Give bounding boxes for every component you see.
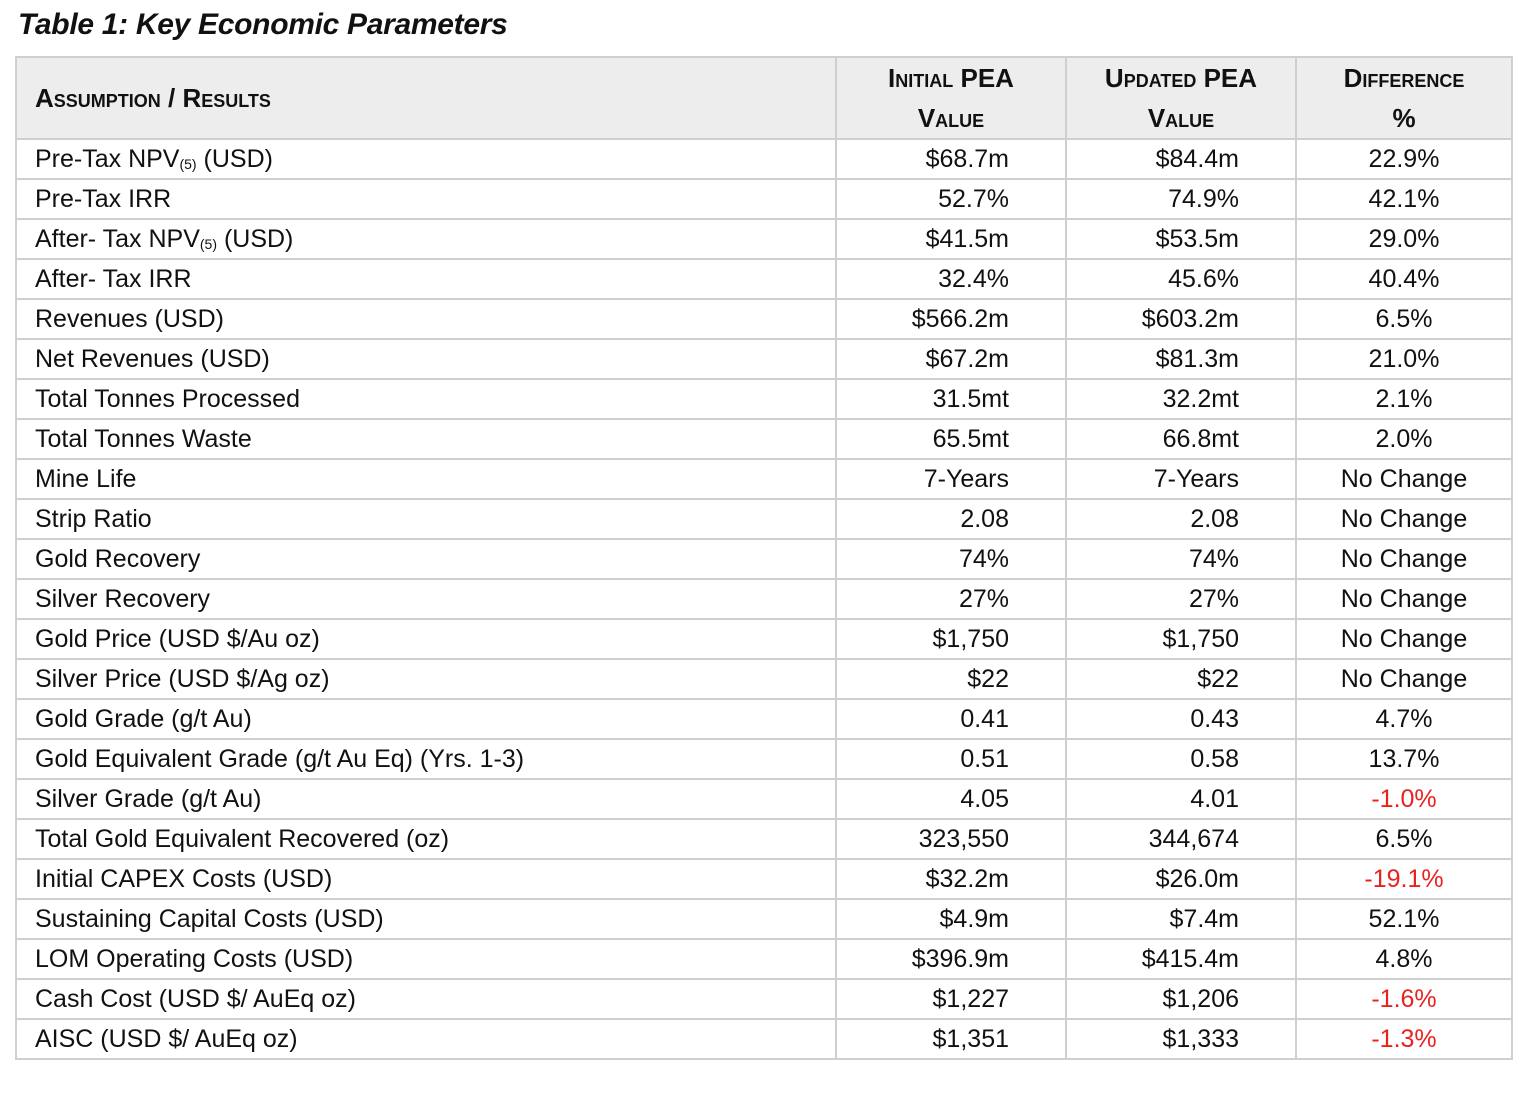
difference-value: 29.0% bbox=[1296, 219, 1512, 259]
updated-pea-value: $1,750 bbox=[1066, 619, 1296, 659]
difference-value: -19.1% bbox=[1296, 859, 1512, 899]
initial-pea-value: 4.05 bbox=[836, 779, 1066, 819]
updated-pea-value: 0.58 bbox=[1066, 739, 1296, 779]
difference-value: 42.1% bbox=[1296, 179, 1512, 219]
header-assumption-results: Assumption / Results bbox=[16, 57, 836, 139]
difference-value: 21.0% bbox=[1296, 339, 1512, 379]
updated-pea-value: 45.6% bbox=[1066, 259, 1296, 299]
row-label: Gold Equivalent Grade (g/t Au Eq) (Yrs. 1-3) bbox=[16, 739, 836, 779]
table-row bbox=[16, 899, 1512, 939]
difference-value: 40.4% bbox=[1296, 259, 1512, 299]
table-title: Table 1: Key Economic Parameters bbox=[18, 8, 508, 41]
updated-pea-value: $415.4m bbox=[1066, 939, 1296, 979]
row-label: Gold Recovery bbox=[16, 539, 836, 579]
table-row bbox=[16, 939, 1512, 979]
header-difference-percent: Difference % bbox=[1296, 57, 1512, 139]
table-row bbox=[16, 619, 1512, 659]
row-label: Gold Price (USD $/Au oz) bbox=[16, 619, 836, 659]
table-row bbox=[16, 219, 1512, 259]
initial-pea-value: $1,227 bbox=[836, 979, 1066, 1019]
initial-pea-value: $396.9m bbox=[836, 939, 1066, 979]
difference-value: 2.1% bbox=[1296, 379, 1512, 419]
table-row bbox=[16, 459, 1512, 499]
row-label: Pre-Tax IRR bbox=[16, 179, 836, 219]
table-row bbox=[16, 699, 1512, 739]
difference-value: 13.7% bbox=[1296, 739, 1512, 779]
row-label: Total Tonnes Waste bbox=[16, 419, 836, 459]
row-label: AISC (USD $/ AuEq oz) bbox=[16, 1019, 836, 1059]
row-label: Cash Cost (USD $/ AuEq oz) bbox=[16, 979, 836, 1019]
updated-pea-value: 32.2mt bbox=[1066, 379, 1296, 419]
table-row bbox=[16, 1019, 1512, 1059]
initial-pea-value: 32.4% bbox=[836, 259, 1066, 299]
table-row bbox=[16, 499, 1512, 539]
row-label: Net Revenues (USD) bbox=[16, 339, 836, 379]
updated-pea-value: 344,674 bbox=[1066, 819, 1296, 859]
difference-value: 4.8% bbox=[1296, 939, 1512, 979]
difference-value: 52.1% bbox=[1296, 899, 1512, 939]
updated-pea-value: $1,206 bbox=[1066, 979, 1296, 1019]
row-label: Sustaining Capital Costs (USD) bbox=[16, 899, 836, 939]
initial-pea-value: 31.5mt bbox=[836, 379, 1066, 419]
initial-pea-value: 74% bbox=[836, 539, 1066, 579]
difference-value: 6.5% bbox=[1296, 299, 1512, 339]
row-label: After- Tax $NPV_{(5)}$ (USD) bbox=[16, 219, 836, 259]
updated-pea-value: $7.4m bbox=[1066, 899, 1296, 939]
difference-value: 4.7% bbox=[1296, 699, 1512, 739]
initial-pea-value: 7-Years bbox=[836, 459, 1066, 499]
table-row bbox=[16, 819, 1512, 859]
row-label: Mine Life bbox=[16, 459, 836, 499]
updated-pea-value: 66.8mt bbox=[1066, 419, 1296, 459]
row-label: Strip Ratio bbox=[16, 499, 836, 539]
difference-value: -1.6% bbox=[1296, 979, 1512, 1019]
header-updated-pea-value: Updated PEA Value bbox=[1066, 57, 1296, 139]
updated-pea-value: 7-Years bbox=[1066, 459, 1296, 499]
difference-value: No Change bbox=[1296, 659, 1512, 699]
updated-pea-value: 74% bbox=[1066, 539, 1296, 579]
initial-pea-value: $22 bbox=[836, 659, 1066, 699]
row-label: After- Tax IRR bbox=[16, 259, 836, 299]
updated-pea-value: 74.9% bbox=[1066, 179, 1296, 219]
table-body bbox=[16, 139, 1512, 1059]
initial-pea-value: $68.7m bbox=[836, 139, 1066, 179]
difference-value: -1.0% bbox=[1296, 779, 1512, 819]
table-row bbox=[16, 859, 1512, 899]
row-label: Gold Grade (g/t Au) bbox=[16, 699, 836, 739]
initial-pea-value: $566.2m bbox=[836, 299, 1066, 339]
difference-value: No Change bbox=[1296, 459, 1512, 499]
table-row bbox=[16, 419, 1512, 459]
table-row bbox=[16, 259, 1512, 299]
initial-pea-value: 323,550 bbox=[836, 819, 1066, 859]
table-row bbox=[16, 779, 1512, 819]
row-label: Silver Price (USD $/Ag oz) bbox=[16, 659, 836, 699]
difference-value: 2.0% bbox=[1296, 419, 1512, 459]
difference-value: No Change bbox=[1296, 499, 1512, 539]
updated-pea-value: $26.0m bbox=[1066, 859, 1296, 899]
updated-pea-value: $81.3m bbox=[1066, 339, 1296, 379]
difference-value: No Change bbox=[1296, 579, 1512, 619]
difference-value: 6.5% bbox=[1296, 819, 1512, 859]
updated-pea-value: 27% bbox=[1066, 579, 1296, 619]
difference-value: -1.3% bbox=[1296, 1019, 1512, 1059]
table-row bbox=[16, 299, 1512, 339]
initial-pea-value: $67.2m bbox=[836, 339, 1066, 379]
updated-pea-value: $1,333 bbox=[1066, 1019, 1296, 1059]
row-label: Silver Grade (g/t Au) bbox=[16, 779, 836, 819]
header-initial-pea-value: Initial PEA Value bbox=[836, 57, 1066, 139]
updated-pea-value: $603.2m bbox=[1066, 299, 1296, 339]
table-row bbox=[16, 579, 1512, 619]
row-label: Pre-Tax $NPV_{(5)}$ (USD) bbox=[16, 139, 836, 179]
initial-pea-value: 0.41 bbox=[836, 699, 1066, 739]
difference-value: No Change bbox=[1296, 619, 1512, 659]
initial-pea-value: $1,351 bbox=[836, 1019, 1066, 1059]
table-row bbox=[16, 979, 1512, 1019]
initial-pea-value: 0.51 bbox=[836, 739, 1066, 779]
row-label: Silver Recovery bbox=[16, 579, 836, 619]
updated-pea-value: 2.08 bbox=[1066, 499, 1296, 539]
row-label: Revenues (USD) bbox=[16, 299, 836, 339]
economic-parameters-table bbox=[15, 56, 1513, 1060]
table-row bbox=[16, 139, 1512, 179]
updated-pea-value: $84.4m bbox=[1066, 139, 1296, 179]
row-label: LOM Operating Costs (USD) bbox=[16, 939, 836, 979]
initial-pea-value: 52.7% bbox=[836, 179, 1066, 219]
initial-pea-value: $4.9m bbox=[836, 899, 1066, 939]
table-row bbox=[16, 339, 1512, 379]
initial-pea-value: 27% bbox=[836, 579, 1066, 619]
table-header bbox=[16, 57, 1512, 139]
initial-pea-value: 65.5mt bbox=[836, 419, 1066, 459]
difference-value: 22.9% bbox=[1296, 139, 1512, 179]
initial-pea-value: 2.08 bbox=[836, 499, 1066, 539]
row-label: Total Gold Equivalent Recovered (oz) bbox=[16, 819, 836, 859]
table-row bbox=[16, 659, 1512, 699]
updated-pea-value: $22 bbox=[1066, 659, 1296, 699]
table-row bbox=[16, 739, 1512, 779]
table-row bbox=[16, 179, 1512, 219]
updated-pea-value: 0.43 bbox=[1066, 699, 1296, 739]
difference-value: No Change bbox=[1296, 539, 1512, 579]
row-label: Initial CAPEX Costs (USD) bbox=[16, 859, 836, 899]
table-row bbox=[16, 539, 1512, 579]
updated-pea-value: 4.01 bbox=[1066, 779, 1296, 819]
initial-pea-value: $1,750 bbox=[836, 619, 1066, 659]
initial-pea-value: $32.2m bbox=[836, 859, 1066, 899]
updated-pea-value: $53.5m bbox=[1066, 219, 1296, 259]
initial-pea-value: $41.5m bbox=[836, 219, 1066, 259]
table-row bbox=[16, 379, 1512, 419]
row-label: Total Tonnes Processed bbox=[16, 379, 836, 419]
